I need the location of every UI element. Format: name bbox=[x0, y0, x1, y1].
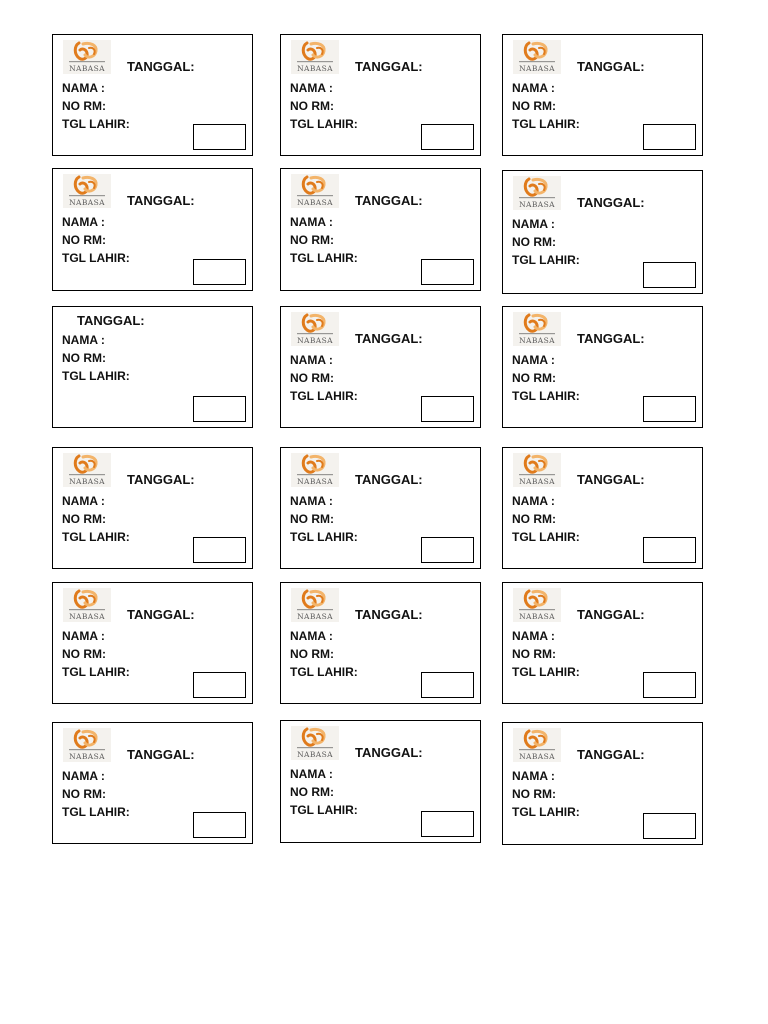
tanggal-label: TANGGAL: bbox=[577, 607, 645, 622]
patient-label-card bbox=[52, 34, 253, 156]
nama-label: NAMA : bbox=[512, 629, 555, 643]
no-rm-label: NO RM: bbox=[512, 235, 556, 249]
patient-label-card bbox=[52, 722, 253, 844]
svg-text:NABASA: NABASA bbox=[297, 198, 333, 207]
nabasa-logo-icon bbox=[513, 312, 561, 346]
patient-fields bbox=[512, 767, 580, 821]
svg-text:NABASA: NABASA bbox=[519, 477, 555, 486]
patient-fields bbox=[512, 215, 580, 269]
tgl-lahir-label: TGL LAHIR: bbox=[62, 251, 130, 265]
no-rm-label: NO RM: bbox=[290, 99, 334, 113]
patient-label-card bbox=[52, 306, 253, 428]
nama-label: NAMA : bbox=[62, 215, 105, 229]
tanggal-label: TANGGAL: bbox=[355, 331, 423, 346]
nama-label: NAMA : bbox=[62, 81, 105, 95]
patient-label-card bbox=[52, 582, 253, 704]
tanggal-label: TANGGAL: bbox=[127, 59, 195, 74]
svg-text:NABASA: NABASA bbox=[69, 64, 105, 73]
patient-fields bbox=[62, 767, 130, 821]
tgl-lahir-label: TGL LAHIR: bbox=[62, 117, 130, 131]
nama-label: NAMA : bbox=[62, 333, 105, 347]
no-rm-label: NO RM: bbox=[512, 99, 556, 113]
no-rm-label: NO RM: bbox=[512, 512, 556, 526]
no-rm-label: NO RM: bbox=[62, 512, 106, 526]
patient-label-card bbox=[280, 34, 481, 156]
patient-label-card bbox=[502, 34, 703, 156]
tanggal-label: TANGGAL: bbox=[127, 472, 195, 487]
patient-label-card bbox=[502, 306, 703, 428]
stamp-box bbox=[193, 396, 246, 422]
patient-fields bbox=[62, 492, 130, 546]
svg-text:NABASA: NABASA bbox=[69, 198, 105, 207]
patient-fields bbox=[290, 627, 358, 681]
patient-fields bbox=[512, 627, 580, 681]
no-rm-label: NO RM: bbox=[512, 647, 556, 661]
nabasa-logo-icon bbox=[291, 588, 339, 622]
tgl-lahir-label: TGL LAHIR: bbox=[290, 117, 358, 131]
nabasa-logo-icon bbox=[513, 728, 561, 762]
stamp-box bbox=[193, 259, 246, 285]
patient-fields bbox=[290, 213, 358, 267]
patient-fields bbox=[512, 351, 580, 405]
stamp-box bbox=[193, 812, 246, 838]
stamp-box bbox=[421, 259, 474, 285]
tanggal-label: TANGGAL: bbox=[577, 195, 645, 210]
no-rm-label: NO RM: bbox=[290, 785, 334, 799]
tanggal-label: TANGGAL: bbox=[577, 747, 645, 762]
tanggal-label: TANGGAL: bbox=[355, 193, 423, 208]
stamp-box bbox=[643, 672, 696, 698]
tanggal-label: TANGGAL: bbox=[355, 745, 423, 760]
stamp-box bbox=[643, 537, 696, 563]
patient-fields bbox=[62, 627, 130, 681]
nama-label: NAMA : bbox=[62, 494, 105, 508]
patient-label-card bbox=[280, 447, 481, 569]
stamp-box bbox=[643, 396, 696, 422]
tgl-lahir-label: TGL LAHIR: bbox=[290, 251, 358, 265]
tanggal-label: TANGGAL: bbox=[127, 607, 195, 622]
patient-fields bbox=[290, 765, 358, 819]
patient-fields bbox=[512, 79, 580, 133]
tgl-lahir-label: TGL LAHIR: bbox=[290, 803, 358, 817]
svg-text:NABASA: NABASA bbox=[519, 752, 555, 761]
nabasa-logo-icon bbox=[63, 453, 111, 487]
svg-text:NABASA: NABASA bbox=[519, 200, 555, 209]
nabasa-logo-icon bbox=[291, 453, 339, 487]
patient-label-card bbox=[502, 447, 703, 569]
svg-text:NABASA: NABASA bbox=[69, 752, 105, 761]
svg-text:NABASA: NABASA bbox=[297, 477, 333, 486]
nama-label: NAMA : bbox=[290, 353, 333, 367]
no-rm-label: NO RM: bbox=[512, 371, 556, 385]
nama-label: NAMA : bbox=[512, 769, 555, 783]
nama-label: NAMA : bbox=[290, 215, 333, 229]
tgl-lahir-label: TGL LAHIR: bbox=[290, 665, 358, 679]
svg-text:NABASA: NABASA bbox=[69, 612, 105, 621]
patient-fields bbox=[290, 79, 358, 133]
svg-text:NABASA: NABASA bbox=[519, 612, 555, 621]
patient-fields bbox=[290, 351, 358, 405]
tgl-lahir-label: TGL LAHIR: bbox=[512, 805, 580, 819]
stamp-box bbox=[193, 124, 246, 150]
nama-label: NAMA : bbox=[290, 767, 333, 781]
tgl-lahir-label: TGL LAHIR: bbox=[512, 530, 580, 544]
tanggal-label: TANGGAL: bbox=[127, 747, 195, 762]
tanggal-label: TANGGAL: bbox=[577, 472, 645, 487]
patient-label-card bbox=[502, 722, 703, 845]
patient-fields bbox=[62, 213, 130, 267]
patient-label-card bbox=[52, 447, 253, 569]
tanggal-label: TANGGAL: bbox=[577, 59, 645, 74]
stamp-box bbox=[193, 537, 246, 563]
svg-text:NABASA: NABASA bbox=[69, 477, 105, 486]
nama-label: NAMA : bbox=[512, 494, 555, 508]
tgl-lahir-label: TGL LAHIR: bbox=[62, 805, 130, 819]
nabasa-logo-icon bbox=[63, 728, 111, 762]
tanggal-label: TANGGAL: bbox=[577, 331, 645, 346]
stamp-box bbox=[643, 262, 696, 288]
tanggal-label: TANGGAL: bbox=[355, 472, 423, 487]
no-rm-label: NO RM: bbox=[290, 371, 334, 385]
svg-text:NABASA: NABASA bbox=[519, 64, 555, 73]
patient-label-card bbox=[52, 168, 253, 291]
patient-fields bbox=[62, 79, 130, 133]
patient-fields bbox=[62, 331, 130, 385]
patient-fields bbox=[290, 492, 358, 546]
stamp-box bbox=[421, 811, 474, 837]
no-rm-label: NO RM: bbox=[62, 647, 106, 661]
patient-label-card bbox=[280, 582, 481, 704]
tanggal-label: TANGGAL: bbox=[127, 193, 195, 208]
nama-label: NAMA : bbox=[290, 494, 333, 508]
stamp-box bbox=[643, 124, 696, 150]
no-rm-label: NO RM: bbox=[62, 787, 106, 801]
tgl-lahir-label: TGL LAHIR: bbox=[290, 389, 358, 403]
svg-text:NABASA: NABASA bbox=[297, 612, 333, 621]
tgl-lahir-label: TGL LAHIR: bbox=[512, 389, 580, 403]
stamp-box bbox=[421, 124, 474, 150]
nama-label: NAMA : bbox=[512, 353, 555, 367]
tgl-lahir-label: TGL LAHIR: bbox=[290, 530, 358, 544]
nama-label: NAMA : bbox=[62, 769, 105, 783]
nabasa-logo-icon bbox=[513, 453, 561, 487]
no-rm-label: NO RM: bbox=[62, 233, 106, 247]
patient-label-card bbox=[280, 168, 481, 291]
tgl-lahir-label: TGL LAHIR: bbox=[512, 665, 580, 679]
tgl-lahir-label: TGL LAHIR: bbox=[62, 369, 130, 383]
nabasa-logo-icon bbox=[513, 40, 561, 74]
tgl-lahir-label: TGL LAHIR: bbox=[512, 117, 580, 131]
patient-label-card bbox=[502, 582, 703, 704]
nabasa-logo-icon bbox=[291, 726, 339, 760]
svg-text:NABASA: NABASA bbox=[297, 750, 333, 759]
nama-label: NAMA : bbox=[290, 629, 333, 643]
no-rm-label: NO RM: bbox=[290, 233, 334, 247]
nama-label: NAMA : bbox=[512, 217, 555, 231]
tanggal-label: TANGGAL: bbox=[355, 59, 423, 74]
patient-label-card bbox=[280, 306, 481, 428]
no-rm-label: NO RM: bbox=[62, 99, 106, 113]
svg-text:NABASA: NABASA bbox=[519, 336, 555, 345]
nabasa-logo-icon bbox=[291, 312, 339, 346]
patient-label-card bbox=[280, 720, 481, 843]
nabasa-logo-icon bbox=[513, 176, 561, 210]
stamp-box bbox=[421, 537, 474, 563]
nama-label: NAMA : bbox=[512, 81, 555, 95]
no-rm-label: NO RM: bbox=[290, 512, 334, 526]
nama-label: NAMA : bbox=[62, 629, 105, 643]
svg-text:NABASA: NABASA bbox=[297, 64, 333, 73]
no-rm-label: NO RM: bbox=[62, 351, 106, 365]
tanggal-label: TANGGAL: bbox=[355, 607, 423, 622]
stamp-box bbox=[643, 813, 696, 839]
nabasa-logo-icon bbox=[291, 40, 339, 74]
stamp-box bbox=[421, 396, 474, 422]
nabasa-logo-icon bbox=[63, 588, 111, 622]
tanggal-label: TANGGAL: bbox=[77, 313, 145, 328]
patient-label-card bbox=[502, 170, 703, 294]
nabasa-logo-icon bbox=[513, 588, 561, 622]
no-rm-label: NO RM: bbox=[290, 647, 334, 661]
nabasa-logo-icon bbox=[291, 174, 339, 208]
stamp-box bbox=[193, 672, 246, 698]
stamp-box bbox=[421, 672, 474, 698]
svg-text:NABASA: NABASA bbox=[297, 336, 333, 345]
patient-fields bbox=[512, 492, 580, 546]
tgl-lahir-label: TGL LAHIR: bbox=[512, 253, 580, 267]
nabasa-logo-icon bbox=[63, 174, 111, 208]
nabasa-logo-icon bbox=[63, 40, 111, 74]
tgl-lahir-label: TGL LAHIR: bbox=[62, 530, 130, 544]
tgl-lahir-label: TGL LAHIR: bbox=[62, 665, 130, 679]
nama-label: NAMA : bbox=[290, 81, 333, 95]
no-rm-label: NO RM: bbox=[512, 787, 556, 801]
